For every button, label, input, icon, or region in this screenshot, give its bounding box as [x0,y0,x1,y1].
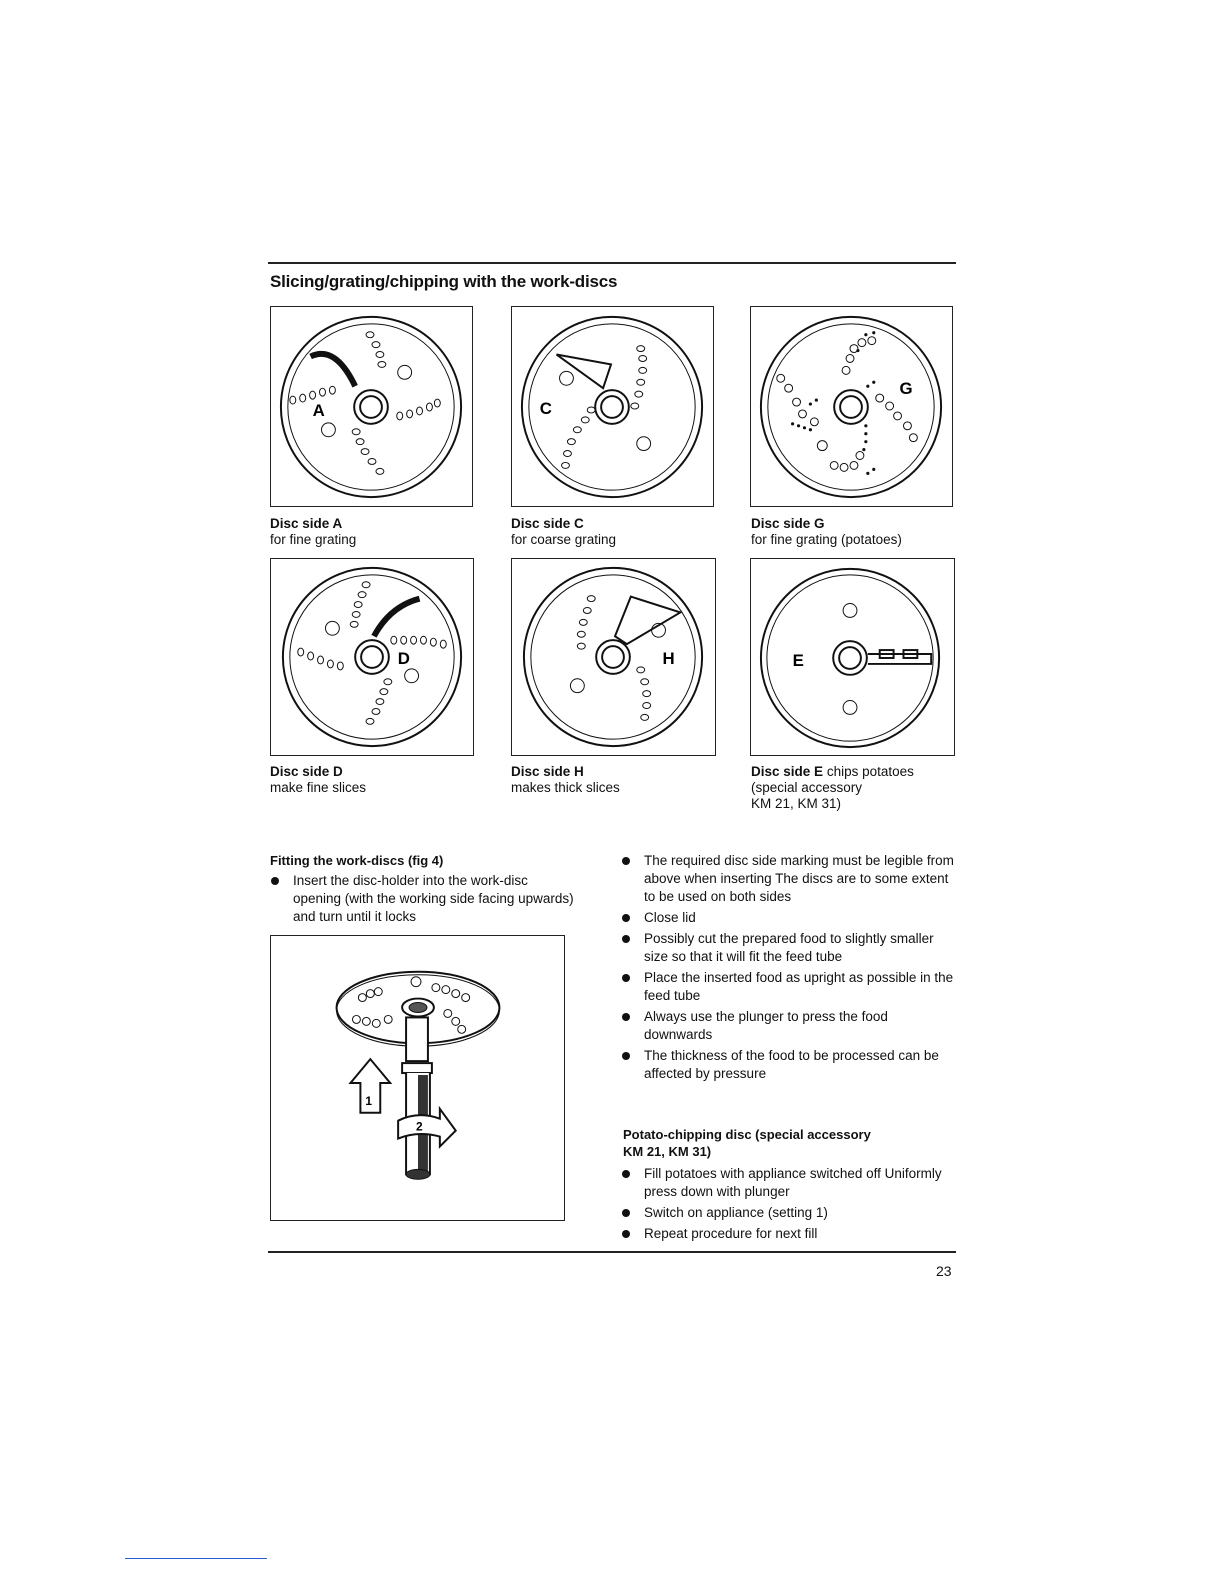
disc-a-illustration [271,307,472,506]
fitting-illustration [271,936,564,1220]
instruction-item: Always use the plunger to press the food downwards [619,1008,955,1044]
instruction-item: The thickness of the food to be processed can be affected by pressure [619,1047,955,1083]
step-1-label: 1 [365,1093,372,1108]
disc-h-name: Disc side H [511,764,584,779]
disc-a-name: Disc side A [270,516,343,531]
instruction-item: Place the inserted food as upright as possible in the feed tube [619,969,955,1005]
step-2-label: 2 [416,1119,423,1134]
disc-g-letter: G [899,379,913,399]
disc-e-desc-accessory: (special accessory [751,780,863,795]
disc-d-figure [270,558,474,756]
fitting-step: Insert the disc-holder into the work-disc opening (with the working side facing upwards) and turn until it locks [268,872,574,926]
disc-d-caption [270,764,366,796]
chipping-step: Repeat procedure for next fill [619,1225,955,1243]
disc-h-illustration [512,559,715,755]
disc-c-desc: for coarse grating [511,532,617,547]
page-title: Slicing/grating/chipping with the work-discs [270,272,618,291]
instruction-item: The required disc side marking must be legible from above when inserting The discs are to some extent to be used on both sides [619,852,955,906]
disc-d-desc: make fine slices [270,780,367,795]
disc-g-illustration [751,307,952,506]
chipping-step: Switch on appliance (setting 1) [619,1204,955,1222]
instruction-item: Close lid [619,909,955,927]
chipping-step: Fill potatoes with appliance switched off Uniformly press down with plunger [619,1165,955,1201]
disc-c-illustration [512,307,713,506]
disc-c-name: Disc side C [511,516,584,531]
disc-g-figure [750,306,953,507]
chipping-heading-line2: KM 21, KM 31) [623,1144,712,1159]
instructions-list [619,852,955,1086]
disc-e-illustration [751,559,954,755]
disc-h-letter: H [662,648,675,668]
disc-d-name: Disc side D [270,764,343,779]
disc-a-figure [270,306,473,507]
disc-e-desc: chips potatoes [826,764,914,779]
disc-h-figure [511,558,716,756]
disc-a-caption [270,516,356,548]
instruction-item: Possibly cut the prepared food to slightly smaller size so that it will fit the feed tube [619,930,955,966]
fitting-figure [270,935,565,1221]
disc-g-desc: for fine grating (potatoes) [751,532,902,547]
bottom-rule [268,1251,956,1253]
disc-g-name: Disc side G [751,516,825,531]
page-number: 23 [936,1263,952,1279]
fitting-heading: Fitting the work-discs (fig 4) [270,853,444,868]
chipping-heading [623,1126,871,1160]
disc-d-letter: D [397,648,410,668]
disc-a-letter: A [312,400,325,420]
chipping-heading-line1: Potato-chipping disc (special accessory [623,1127,871,1142]
disc-c-figure [511,306,714,507]
disc-e-figure [750,558,955,756]
disc-e-caption [751,764,914,812]
footer-link-underline [125,1558,267,1559]
disc-g-caption [751,516,902,548]
disc-a-desc: for fine grating [270,532,357,547]
chipping-steps [619,1165,955,1246]
disc-c-letter: C [539,398,552,418]
disc-e-desc-models: KM 21, KM 31) [751,796,842,811]
disc-c-caption [511,516,616,548]
disc-e-letter: E [792,650,804,670]
disc-h-caption [511,764,620,796]
top-rule [268,262,956,264]
fitting-list [268,872,574,929]
disc-d-illustration [271,559,473,755]
disc-h-desc: makes thick slices [511,780,620,795]
disc-e-name: Disc side E [751,764,824,779]
